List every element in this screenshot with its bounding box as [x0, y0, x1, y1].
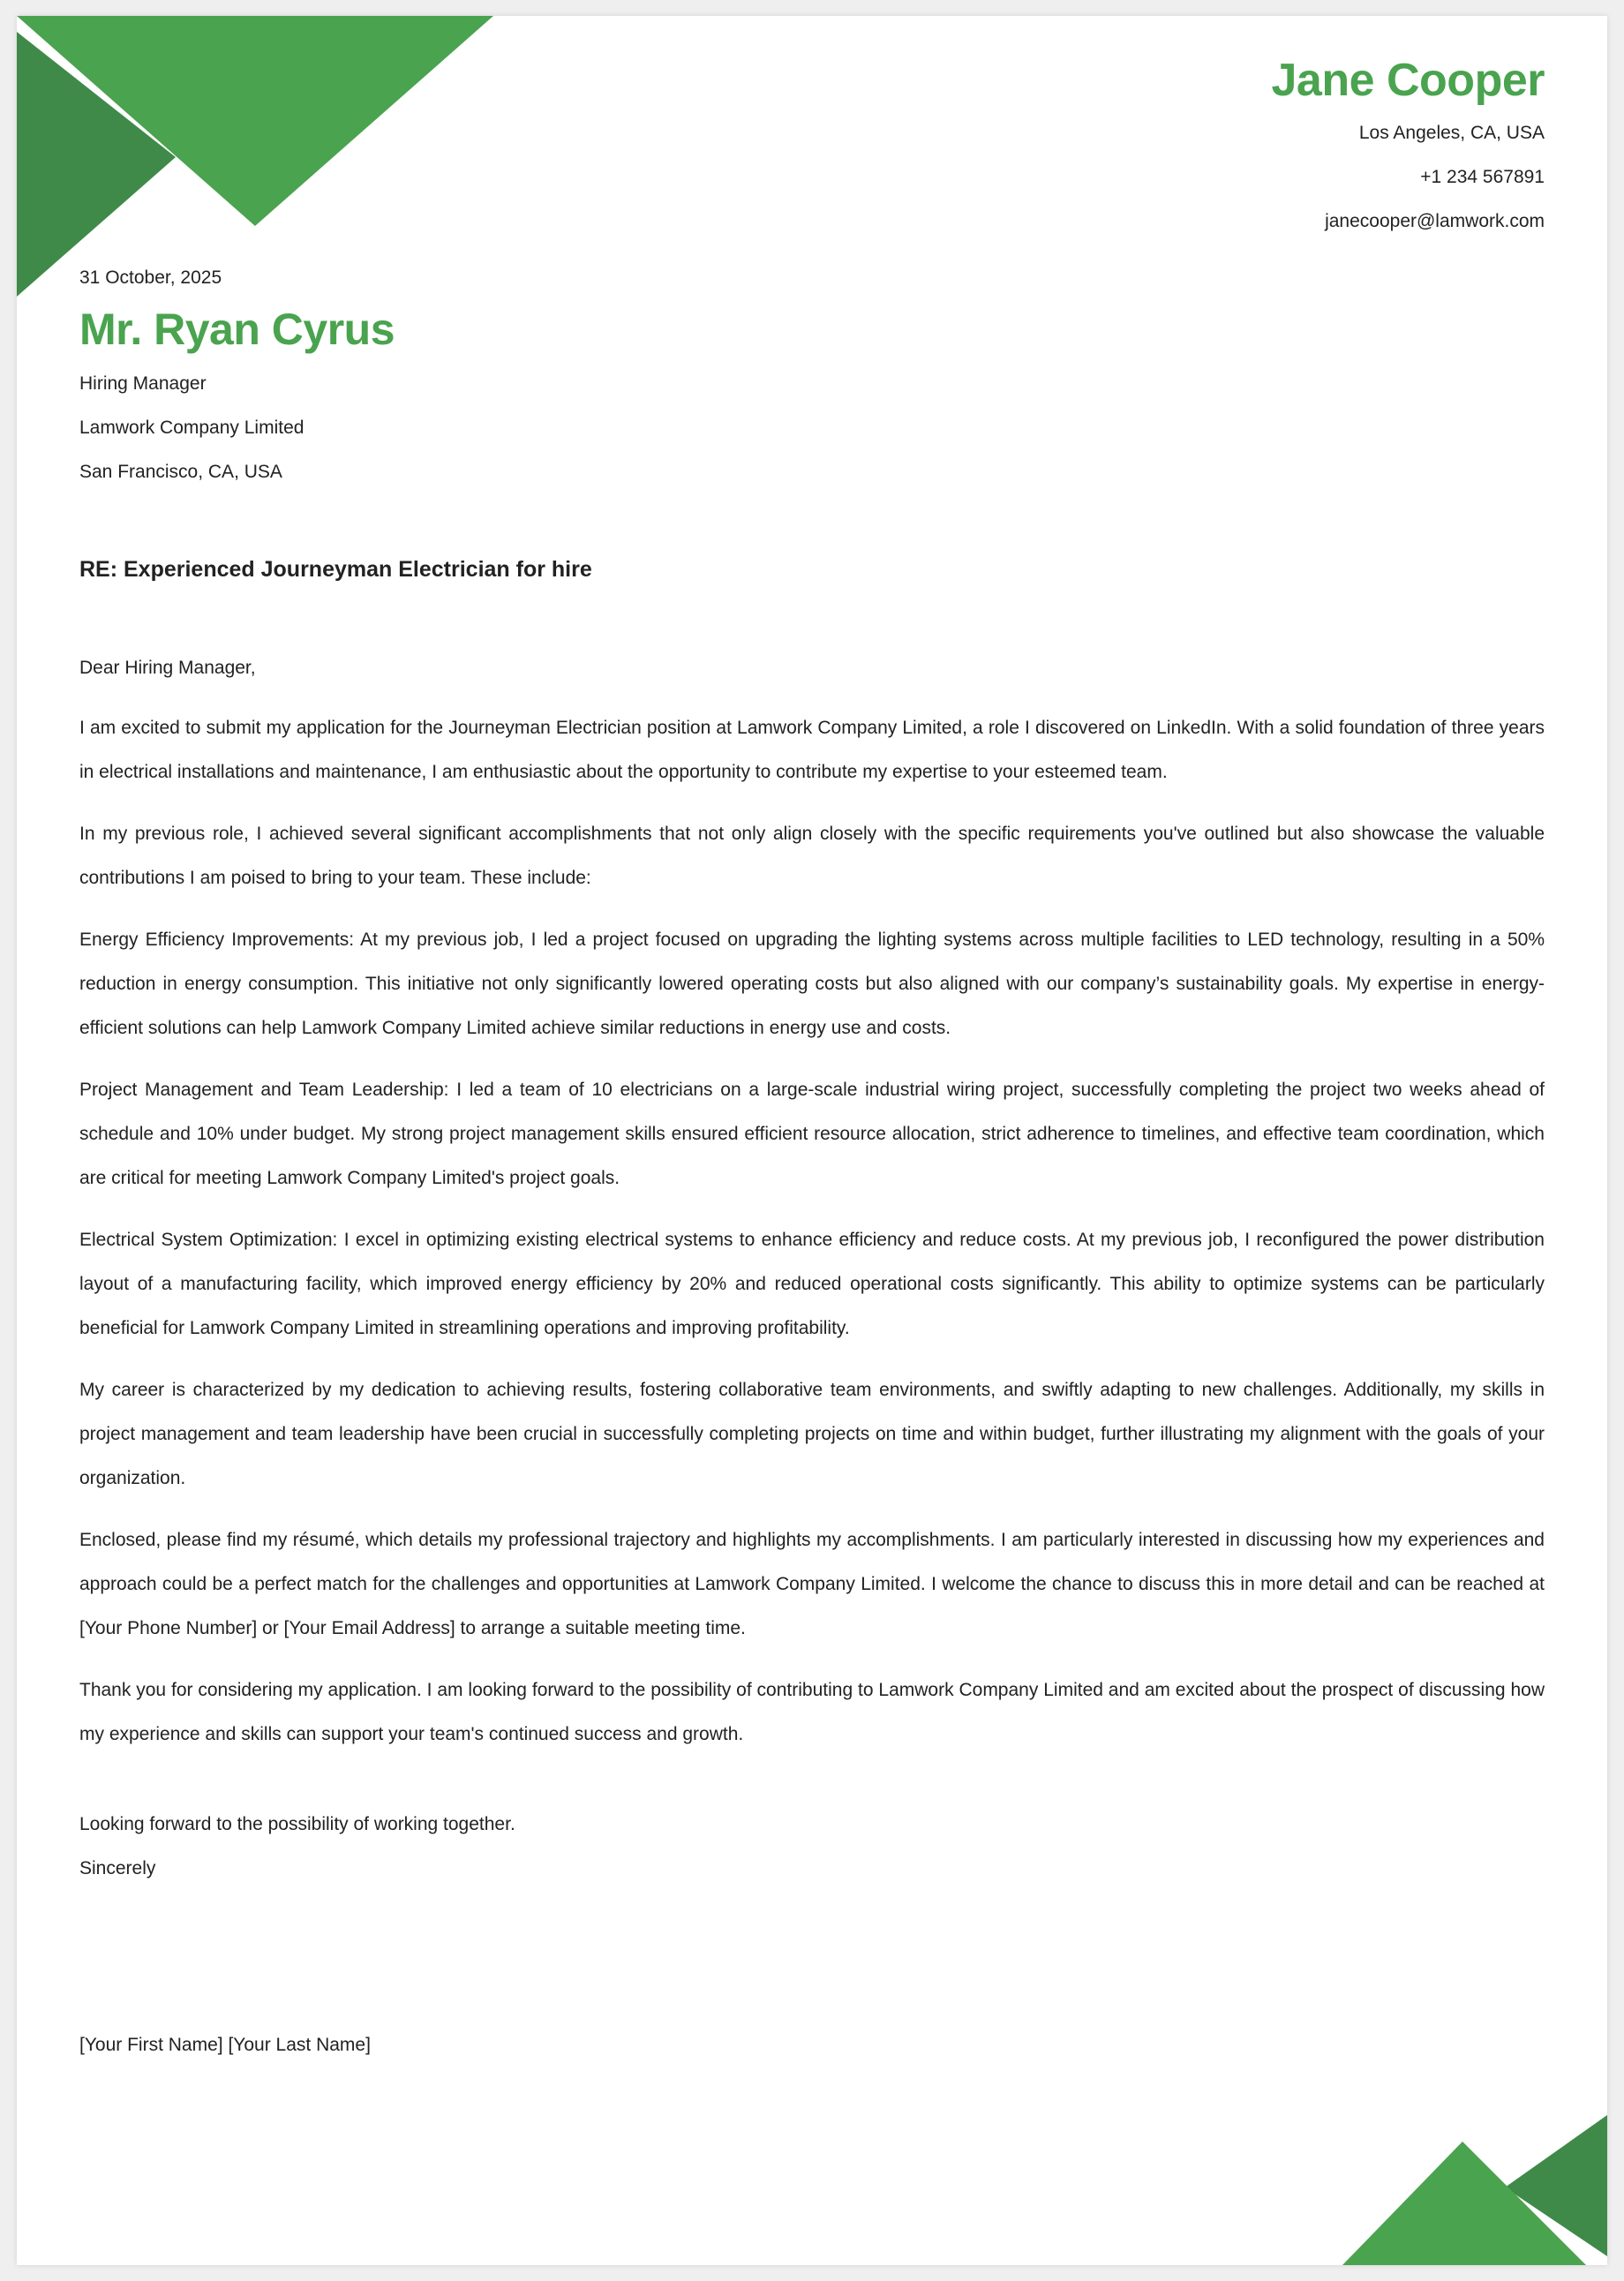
- letter-date: 31 October, 2025: [79, 267, 222, 288]
- recipient-location: San Francisco, CA, USA: [79, 462, 282, 482]
- recipient-block: [79, 302, 1545, 494]
- sender-phone: +1 234 567891: [1420, 167, 1545, 187]
- paragraph-accomplishments: In my previous role, I achieved several significant accomplishments that not only align closely with the specific requirements you've outlined but also showcase the valuable contributions I am poised to bring to your team. These include:: [79, 824, 1545, 888]
- recipient-name: Mr. Ryan Cyrus: [79, 305, 395, 354]
- decorative-triangles-bottom-right: [1342, 2115, 1607, 2265]
- closing-line: Looking forward to the possibility of working together.: [79, 1814, 515, 1834]
- sender-name: Jane Cooper: [1271, 55, 1545, 106]
- sign-off: Sincerely: [79, 1858, 156, 1878]
- paragraph-intro: I am excited to submit my application for the Journeyman Electrician position at Lamwork Company Limited, a role I discovered on LinkedIn. With a solid foundation of three years in electrical installations and maintenance, I am enthusiastic about the opportunity to contribute my expertise to your esteemed team.: [79, 718, 1545, 782]
- paragraph-project-management: Project Management and Team Leadership: I led a team of 10 electricians on a large-scale industrial wiring project, successfully completing the project two weeks ahead of schedule and 10% under budget. My strong project management skills ensured efficient resource allocation, strict adherence to timelines, and effective team coordination, which are critical for meeting Lamwork Company Limited's project goals.: [79, 1080, 1545, 1188]
- sender-email: janecooper@lamwork.com: [1325, 211, 1545, 231]
- subject-line: RE: Experienced Journeyman Electrician for hire: [79, 557, 592, 582]
- letter-body: [79, 256, 1545, 2067]
- recipient-title: Hiring Manager: [79, 373, 207, 394]
- paragraph-career: My career is characterized by my dedication to achieving results, fostering collaborative team environments, and swiftly adapting to new challenges. Additionally, my skills in project management and team leadership have been crucial in successfully completing projects on time and within budget, further illustrating my alignment with the goals of your organization.: [79, 1380, 1545, 1488]
- recipient-company: Lamwork Company Limited: [79, 418, 304, 438]
- paragraph-system-optimization: Electrical System Optimization: I excel in optimizing existing electrical systems to enhance efficiency and reduce costs. At my previous job, I reconfigured the power distribution layout of a manufacturing facility, which improved energy efficiency by 20% and reduced operational costs significantly. This ability to optimize systems can be particularly beneficial for Lamwork Company Limited in streamlining operations and improving profitability.: [79, 1230, 1545, 1338]
- paragraph-thanks: Thank you for considering my application. I am looking forward to the possibility of contributing to Lamwork Company Limited and am excited about the prospect of discussing how my experience and skills can support your team's continued success and growth.: [79, 1680, 1545, 1744]
- paragraph-enclosed: Enclosed, please find my résumé, which details my professional trajectory and highlights my accomplishments. I am particularly interested in discussing how my experiences and approach could be a perfect match for the challenges and opportunities at Lamwork Company Limited. I welcome the chance to discuss this in more detail and can be reached at [Your Phone Number] or [Your Email Address] to arrange a suitable meeting time.: [79, 1530, 1545, 1638]
- greeting: Dear Hiring Manager,: [79, 658, 256, 678]
- letter-page: [17, 16, 1607, 2265]
- sender-header: [1272, 53, 1545, 244]
- sender-location: Los Angeles, CA, USA: [1358, 123, 1545, 143]
- signature-name: [Your First Name] [Your Last Name]: [79, 2035, 371, 2055]
- paragraph-energy-efficiency: Energy Efficiency Improvements: At my previous job, I led a project focused on upgrading the lighting systems across multiple facilities to LED technology, resulting in a 50% reduction in energy consumption. This initiative not only significantly lowered operating costs but also aligned with our company’s sustainability goals. My expertise in energy-efficient solutions can help Lamwork Company Limited achieve similar reductions in energy use and costs.: [79, 930, 1545, 1038]
